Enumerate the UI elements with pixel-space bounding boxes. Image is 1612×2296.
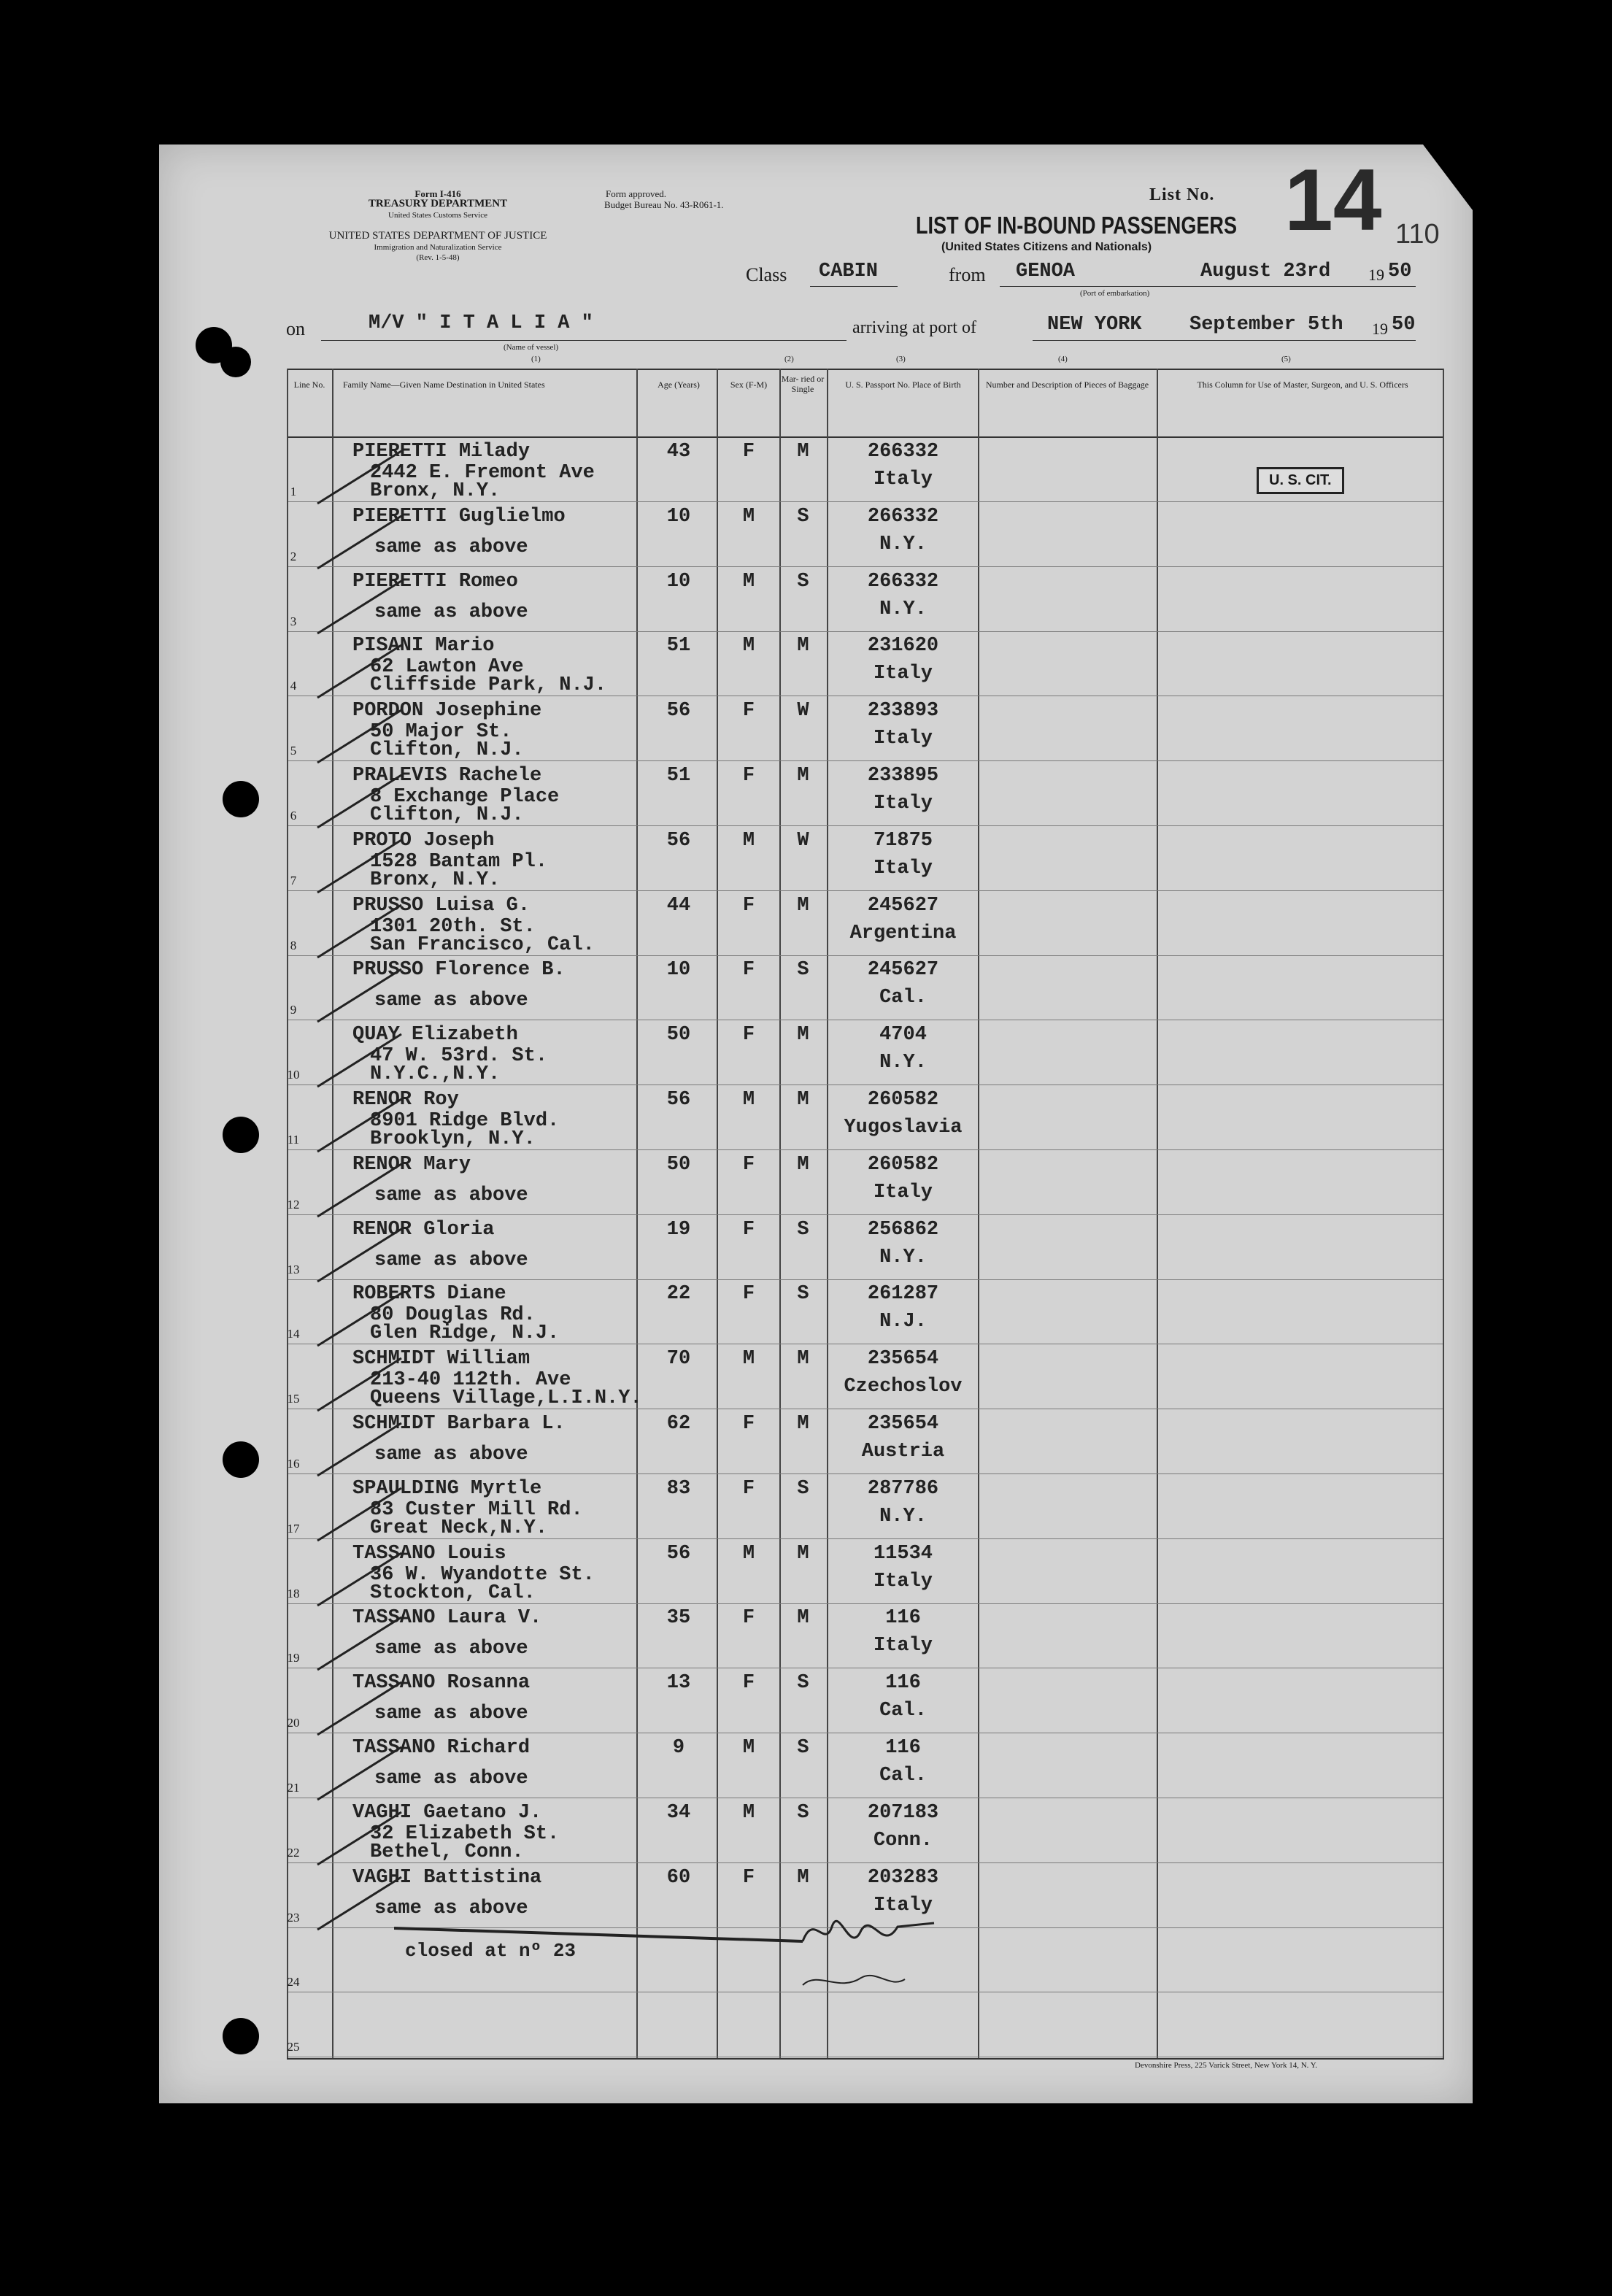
- list-no-label: List No.: [1149, 185, 1215, 204]
- embark-date: August 23rd: [1200, 261, 1331, 282]
- check-mark: [314, 445, 416, 511]
- place-of-birth: Italy: [873, 728, 933, 750]
- passport-number: 245627: [867, 894, 939, 917]
- place-of-birth: Conn.: [873, 1829, 933, 1852]
- check-mark: [314, 1741, 416, 1807]
- line-number: 1: [290, 485, 297, 498]
- form-approved: Form approved.: [606, 188, 667, 199]
- check-mark: [314, 575, 416, 641]
- punch-hole: [223, 781, 259, 817]
- check-mark: [314, 1611, 416, 1677]
- vessel-caption: (Name of vessel): [504, 343, 559, 352]
- address-line-1: 32 Elizabeth St.: [370, 1822, 560, 1845]
- marital-status: S: [797, 1218, 809, 1241]
- closing-strike-and-signature: [394, 1898, 1007, 2029]
- sex: F: [742, 765, 755, 787]
- sex: M: [742, 570, 755, 593]
- marital-status: S: [797, 959, 809, 982]
- check-mark: [314, 1417, 416, 1483]
- check-mark: [314, 1158, 416, 1224]
- table-row: [288, 568, 1443, 632]
- passenger-name: PROTO Joseph: [352, 829, 495, 852]
- sex: M: [742, 829, 755, 852]
- marital-status: M: [797, 635, 809, 658]
- address-line-2: N.Y.C.,N.Y.: [370, 1063, 501, 1086]
- line-number: 11: [287, 1133, 300, 1147]
- address-line-2: Brooklyn, N.Y.: [370, 1128, 536, 1150]
- age: 56: [666, 829, 691, 852]
- sex: M: [742, 1542, 755, 1565]
- list-no-suffix: 110: [1395, 219, 1440, 250]
- table-row: [288, 1280, 1443, 1344]
- header-name: Family Name—Given Name Destination in United States: [343, 380, 545, 390]
- marital-status: S: [797, 1801, 809, 1824]
- dept-treasury: TREASURY DEPARTMENT: [368, 198, 508, 209]
- passport-number: 207183: [867, 1801, 939, 1824]
- age: 50: [666, 1024, 691, 1047]
- age: 51: [666, 765, 691, 787]
- address-line-2: Bethel, Conn.: [370, 1841, 524, 1863]
- dept-justice-sub: Immigration and Naturalization Service: [374, 243, 502, 252]
- address-line-2: Queens Village,L.I.N.Y.: [370, 1387, 642, 1410]
- passport-number: 266332: [867, 505, 939, 528]
- arriving-label: arriving at port of: [852, 318, 976, 337]
- sex: M: [742, 1737, 755, 1759]
- address-line-1: 1528 Bantam Pl.: [370, 850, 548, 873]
- marital-status: W: [797, 700, 809, 723]
- table-row: [288, 1540, 1443, 1604]
- address-line-2: same as above: [374, 1249, 528, 1271]
- marital-status: M: [797, 1866, 809, 1889]
- passport-number: 4704: [879, 1024, 927, 1047]
- table-row: [288, 697, 1443, 761]
- age: 56: [666, 1542, 691, 1565]
- passport-number: 266332: [867, 441, 939, 463]
- sex: M: [742, 505, 755, 528]
- form-rev: (Rev. 1-5-48): [416, 253, 460, 262]
- page-title: LIST OF IN-BOUND PASSENGERS: [916, 212, 1238, 239]
- passenger-name: PIERETTI Milady: [352, 441, 531, 463]
- address-line-1: 36 W. Wyandotte St.: [370, 1563, 595, 1586]
- passenger-name: RENOR Mary: [352, 1153, 471, 1176]
- address-line-2: same as above: [374, 990, 528, 1012]
- place-of-birth: Italy: [873, 1894, 933, 1916]
- closing-note: closed at nº 23: [405, 1940, 576, 1962]
- check-mark: [314, 834, 416, 900]
- marital-status: S: [797, 570, 809, 593]
- passenger-name: VAGHI Gaetano J.: [352, 1801, 542, 1824]
- sex: M: [742, 1089, 755, 1111]
- passenger-name: TASSANO Laura V.: [352, 1607, 542, 1630]
- address-line-2: same as above: [374, 1444, 528, 1465]
- passenger-name: PISANI Mario: [352, 635, 495, 658]
- marital-status: S: [797, 505, 809, 528]
- header-sex: Sex (F-M): [730, 380, 768, 390]
- table-row: [288, 827, 1443, 891]
- dept-treasury-sub: United States Customs Service: [388, 211, 487, 220]
- marital-status: S: [797, 1672, 809, 1695]
- table-row: [288, 1669, 1443, 1733]
- vessel-name: M/V " I T A L I A ": [369, 312, 593, 334]
- place-of-birth: Italy: [873, 857, 933, 879]
- address-line-1: 83 Custer Mill Rd.: [370, 1498, 583, 1521]
- address-line-1: 2442 E. Fremont Ave: [370, 462, 595, 484]
- place-of-birth: N.Y.: [879, 1505, 927, 1528]
- torn-corner: [1423, 145, 1473, 210]
- table-row: [288, 892, 1443, 956]
- table-row: [288, 1799, 1443, 1863]
- check-mark: [314, 1676, 416, 1742]
- embark-caption: (Port of embarkation): [1080, 289, 1150, 298]
- address-line-2: same as above: [374, 1184, 528, 1206]
- place-of-birth: N.Y.: [879, 1246, 927, 1268]
- address-line-1: 50 Major St.: [370, 721, 512, 744]
- passenger-name: TASSANO Richard: [352, 1737, 531, 1759]
- passport-number: 256862: [867, 1218, 939, 1241]
- passport-number: 203283: [867, 1866, 939, 1889]
- passenger-name: QUAY Elizabeth: [352, 1024, 518, 1047]
- passenger-name: PIERETTI Guglielmo: [352, 505, 566, 528]
- place-of-birth: N.Y.: [879, 1052, 927, 1074]
- age: 83: [666, 1477, 691, 1500]
- line-number: 8: [290, 938, 297, 952]
- address-line-2: Cliffside Park, N.J.: [370, 674, 607, 697]
- passenger-name: PORDON Josephine: [352, 700, 542, 723]
- place-of-birth: Italy: [873, 1635, 933, 1657]
- age: 56: [666, 700, 691, 723]
- marital-status: S: [797, 1283, 809, 1306]
- age: 62: [666, 1413, 691, 1435]
- from-label: from: [949, 264, 986, 285]
- address-line-1: 80 Douglas Rd.: [370, 1304, 536, 1327]
- address-line-2: same as above: [374, 536, 528, 558]
- marital-status: W: [797, 829, 809, 852]
- check-mark: [314, 1806, 416, 1872]
- col-num-3: (3): [896, 355, 906, 363]
- marital-status: S: [797, 1477, 809, 1500]
- sex: F: [742, 1672, 755, 1695]
- passenger-name: PRUSSO Luisa G.: [352, 894, 531, 917]
- check-mark: [314, 1093, 416, 1159]
- sex: F: [742, 1218, 755, 1241]
- line-number: 14: [287, 1327, 300, 1341]
- line-number: 17: [287, 1521, 300, 1536]
- address-line-1: 62 Lawton Ave: [370, 656, 524, 679]
- line-number: 19: [287, 1651, 300, 1665]
- header-officers: This Column for Use of Master, Surgeon, and U. S. Officers: [1197, 380, 1408, 390]
- line-number: 18: [287, 1586, 300, 1600]
- page-subtitle: (United States Citizens and Nationals): [941, 241, 1152, 253]
- passenger-name: TASSANO Rosanna: [352, 1672, 531, 1695]
- sex: F: [742, 441, 755, 463]
- arrival-date: September 5th: [1189, 314, 1343, 336]
- age: 44: [666, 894, 691, 917]
- punch-hole: [223, 1441, 259, 1478]
- arrival-year-prefix: 19: [1372, 320, 1388, 338]
- header-passport: U. S. Passport No. Place of Birth: [845, 380, 961, 390]
- address-line-2: Glen Ridge, N.J.: [370, 1322, 560, 1345]
- embark-year: 50: [1388, 261, 1412, 282]
- line-number: 9: [290, 1003, 297, 1017]
- address-line-2: same as above: [374, 1768, 528, 1790]
- marital-status: M: [797, 1413, 809, 1435]
- table-row: [288, 956, 1443, 1020]
- line-number: 13: [287, 1262, 300, 1276]
- age: 19: [666, 1218, 691, 1241]
- passenger-name: ROBERTS Diane: [352, 1283, 506, 1306]
- address-line-1: 8 Exchange Place: [370, 786, 560, 808]
- passport-number: 231620: [867, 635, 939, 658]
- passenger-name: TASSANO Louis: [352, 1542, 506, 1565]
- form-id: Form I-416: [414, 188, 461, 199]
- check-mark: [314, 769, 416, 835]
- passport-number: 245627: [867, 959, 939, 982]
- passenger-name: VAGHI Battistina: [352, 1866, 542, 1889]
- check-mark: [314, 1352, 416, 1418]
- passenger-name: PRUSSO Florence B.: [352, 959, 566, 982]
- passport-number: 116: [885, 1737, 921, 1759]
- line-number: 2: [290, 549, 297, 563]
- sex: F: [742, 1024, 755, 1047]
- passport-number: 235654: [867, 1348, 939, 1371]
- place-of-birth: N.Y.: [879, 533, 927, 555]
- sex: F: [742, 1413, 755, 1435]
- check-mark: [314, 1482, 416, 1548]
- address-line-2: same as above: [374, 601, 528, 623]
- address-line-2: same as above: [374, 1703, 528, 1725]
- address-line-1: 1301 20th. St.: [370, 915, 536, 938]
- address-line-2: Bronx, N.Y.: [370, 480, 501, 502]
- check-mark: [314, 963, 416, 1029]
- place-of-birth: N.Y.: [879, 598, 927, 620]
- age: 10: [666, 570, 691, 593]
- marital-status: M: [797, 765, 809, 787]
- dept-justice: UNITED STATES DEPARTMENT OF JUSTICE: [328, 230, 547, 242]
- col-num-5: (5): [1281, 355, 1291, 363]
- printer-imprint: Devonshire Press, 225 Varick Street, New York 14, N. Y.: [1135, 2061, 1318, 2070]
- embark-year-prefix: 19: [1368, 266, 1384, 284]
- passport-number: 233893: [867, 700, 939, 723]
- line-number: 12: [287, 1197, 300, 1211]
- us-cit-stamp: U. S. CIT.: [1257, 467, 1344, 494]
- place-of-birth: Austria: [861, 1441, 945, 1463]
- sex: M: [742, 1348, 755, 1371]
- class-label: Class: [746, 264, 787, 285]
- punch-hole: [220, 347, 251, 377]
- age: 43: [666, 441, 691, 463]
- passport-number: 287786: [867, 1477, 939, 1500]
- passport-number: 260582: [867, 1153, 939, 1176]
- place-of-birth: Cal.: [879, 987, 927, 1009]
- passport-number: 116: [885, 1607, 921, 1630]
- age: 56: [666, 1089, 691, 1111]
- budget-bureau: Budget Bureau No. 43-R061-1.: [604, 199, 724, 210]
- age: 34: [666, 1801, 691, 1824]
- table-row: [288, 1151, 1443, 1215]
- punch-hole: [223, 2018, 259, 2054]
- class-value: CABIN: [819, 261, 879, 282]
- age: 13: [666, 1672, 691, 1695]
- age: 10: [666, 959, 691, 982]
- header-line-no: Line No.: [293, 380, 325, 390]
- sex: F: [742, 1153, 755, 1176]
- line-number: 21: [287, 1781, 300, 1795]
- sex: F: [742, 1283, 755, 1306]
- arrival-year: 50: [1392, 314, 1416, 336]
- table-row: [288, 1345, 1443, 1409]
- table-row: [288, 1410, 1443, 1474]
- check-mark: [314, 1287, 416, 1353]
- age: 22: [666, 1283, 691, 1306]
- line-number: 5: [290, 744, 297, 758]
- marital-status: M: [797, 1542, 809, 1565]
- address-line-1: 47 W. 53rd. St.: [370, 1045, 548, 1068]
- place-of-birth: Cal.: [879, 1765, 927, 1787]
- place-of-birth: Yugoslavia: [844, 1117, 963, 1139]
- sex: M: [742, 635, 755, 658]
- age: 50: [666, 1153, 691, 1176]
- address-line-2: same as above: [374, 1897, 528, 1919]
- header-age: Age (Years): [657, 380, 700, 390]
- marital-status: M: [797, 441, 809, 463]
- marital-status: S: [797, 1737, 809, 1759]
- line-number: 4: [290, 679, 297, 693]
- address-line-1: 213-40 112th. Ave: [370, 1369, 571, 1392]
- check-mark: [314, 1547, 416, 1613]
- passenger-name: SPAULDING Myrtle: [352, 1477, 542, 1500]
- place-of-birth: Italy: [873, 793, 933, 814]
- place-of-birth: Italy: [873, 1181, 933, 1203]
- check-mark: [314, 899, 416, 965]
- address-line-2: Bronx, N.Y.: [370, 868, 501, 891]
- address-line-2: Great Neck,N.Y.: [370, 1517, 548, 1539]
- sex: F: [742, 894, 755, 917]
- line-number: 6: [290, 809, 297, 823]
- place-of-birth: Argentina: [849, 922, 957, 944]
- address-line-2: same as above: [374, 1638, 528, 1660]
- place-of-birth: N.J.: [879, 1311, 927, 1333]
- check-mark: [314, 704, 416, 770]
- sex: F: [742, 1866, 755, 1889]
- place-of-birth: Czechoslov: [844, 1376, 963, 1398]
- check-mark: [314, 1028, 416, 1094]
- line-number: 15: [287, 1392, 300, 1406]
- address-line-2: Clifton, N.J.: [370, 739, 524, 762]
- table-row: [288, 1086, 1443, 1150]
- table-row: [288, 1734, 1443, 1798]
- place-of-birth: Italy: [873, 469, 933, 490]
- age: 70: [666, 1348, 691, 1371]
- marital-status: M: [797, 1089, 809, 1111]
- passport-number: 260582: [867, 1089, 939, 1111]
- passenger-name: SCHMIDT Barbara L.: [352, 1413, 566, 1435]
- passenger-name: PIERETTI Romeo: [352, 570, 518, 593]
- line-number: 3: [290, 614, 297, 628]
- passport-number: 235654: [867, 1413, 939, 1435]
- place-of-birth: Italy: [873, 663, 933, 685]
- passenger-name: RENOR Gloria: [352, 1218, 495, 1241]
- arrival-port: NEW YORK: [1047, 314, 1142, 336]
- age: 60: [666, 1866, 691, 1889]
- table-row: [288, 1475, 1443, 1539]
- passport-number: 261287: [867, 1283, 939, 1306]
- col-num-4: (4): [1058, 355, 1068, 363]
- line-number: 7: [290, 873, 297, 887]
- address-line-1: 8901 Ridge Blvd.: [370, 1110, 560, 1132]
- on-label: on: [286, 318, 305, 339]
- col-num-1: (1): [531, 355, 541, 363]
- sex: F: [742, 959, 755, 982]
- sex: M: [742, 1801, 755, 1824]
- address-line-2: Clifton, N.J.: [370, 804, 524, 826]
- age: 9: [672, 1737, 685, 1759]
- col-num-2: (2): [784, 355, 794, 363]
- address-line-2: Stockton, Cal.: [370, 1582, 536, 1604]
- passport-number: 116: [885, 1672, 921, 1695]
- line-number: 22: [287, 1845, 300, 1860]
- sex: F: [742, 700, 755, 723]
- list-no-value: 14: [1284, 151, 1382, 249]
- marital-status: M: [797, 1348, 809, 1371]
- check-mark: [314, 1223, 416, 1289]
- table-row: [288, 1604, 1443, 1668]
- passenger-name: RENOR Roy: [352, 1089, 459, 1111]
- passenger-name: SCHMIDT William: [352, 1348, 531, 1371]
- passport-number: 266332: [867, 570, 939, 593]
- age: 35: [666, 1607, 691, 1630]
- line-number: 10: [287, 1068, 300, 1082]
- line-number: 16: [287, 1457, 300, 1471]
- passport-number: 233895: [867, 765, 939, 787]
- address-line-2: San Francisco, Cal.: [370, 933, 595, 956]
- table-row: [288, 503, 1443, 567]
- line-number: 24: [287, 1975, 300, 1989]
- line-number: 25: [287, 2040, 300, 2054]
- table-row: [288, 762, 1443, 826]
- header-married: Mar- ried or Single: [781, 374, 825, 394]
- punch-hole: [223, 1117, 259, 1153]
- place-of-birth: Cal.: [879, 1700, 927, 1722]
- table-row: [288, 1216, 1443, 1280]
- marital-status: M: [797, 894, 809, 917]
- table-row: [288, 632, 1443, 696]
- check-mark: [314, 639, 416, 705]
- sex: F: [742, 1607, 755, 1630]
- place-of-birth: Italy: [873, 1570, 933, 1592]
- header-baggage: Number and Description of Pieces of Baggage: [985, 380, 1149, 390]
- line-number: 20: [287, 1716, 300, 1730]
- marital-status: M: [797, 1024, 809, 1047]
- passport-number: 11534: [873, 1542, 933, 1565]
- from-value: GENOA: [1016, 261, 1076, 282]
- age: 10: [666, 505, 691, 528]
- passenger-name: PRALEVIS Rachele: [352, 765, 542, 787]
- age: 51: [666, 635, 691, 658]
- marital-status: M: [797, 1153, 809, 1176]
- check-mark: [314, 510, 416, 576]
- line-number: 23: [287, 1910, 300, 1925]
- table-row: [288, 1021, 1443, 1085]
- sex: F: [742, 1477, 755, 1500]
- passport-number: 71875: [873, 829, 933, 852]
- marital-status: M: [797, 1607, 809, 1630]
